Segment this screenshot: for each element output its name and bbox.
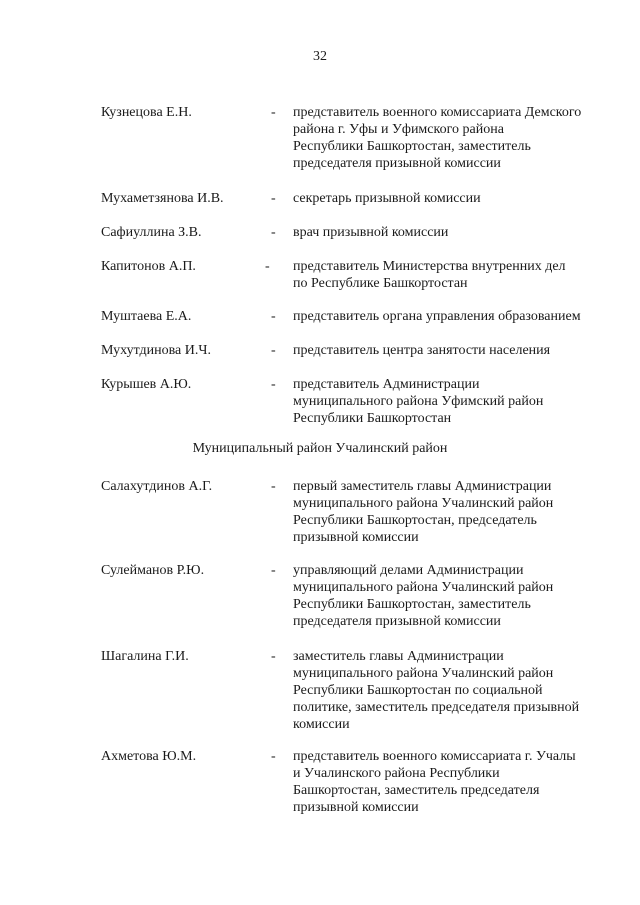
dash-separator: - — [271, 377, 276, 392]
dash-separator: - — [271, 105, 276, 120]
member-name: Капитонов А.П. — [101, 259, 196, 274]
member-role: первый заместитель главы Администрации муниципального района Учалинский район Республики Башкортостан, председатель призывной комиссии — [293, 479, 554, 545]
member-name: Ахметова Ю.М. — [101, 749, 197, 764]
member-role: представитель Министерства внутренних дел по Республике Башкортостан — [293, 259, 566, 291]
member-role: представитель военного комиссариата г. Учалы и Учалинского района Республики Башкортостан, заместитель председателя призывной комиссии — [293, 749, 576, 815]
dash-separator: - — [271, 343, 276, 358]
member-name: Шагалина Г.И. — [101, 649, 189, 664]
member-role: управляющий делами Администрации муниципального района Учалинский район Республики Башкортостан, заместитель председателя призывной комиссии — [293, 563, 554, 629]
member-role: представитель Администрации муниципального района Уфимский район Республики Башкортостан — [293, 377, 544, 426]
member-role: секретарь призывной комиссии — [293, 191, 481, 206]
dash-separator: - — [271, 479, 276, 494]
member-name: Мухаметзянова И.В. — [101, 191, 224, 206]
member-name: Кузнецова Е.Н. — [101, 105, 192, 120]
member-role: представитель центра занятости населения — [293, 343, 551, 358]
member-role: заместитель главы Администрации муниципального района Учалинский район Республики Башкортостан по социальной политике, заместитель председателя призывной комиссии — [293, 649, 580, 732]
member-name: Сафиуллина З.В. — [101, 225, 202, 240]
dash-separator: - — [271, 649, 276, 664]
member-role: представитель военного комиссариата Демского района г. Уфы и Уфимского района Республики Башкортостан, заместитель председателя призывной комиссии — [293, 105, 582, 171]
page-number: 32 — [313, 49, 327, 64]
dash-separator: - — [271, 749, 276, 764]
member-name: Мухутдинова И.Ч. — [101, 343, 211, 358]
section-title: Муниципальный район Учалинский район — [192, 441, 448, 456]
dash-separator: - — [265, 259, 270, 274]
member-name: Муштаева Е.А. — [101, 309, 192, 324]
dash-separator: - — [271, 191, 276, 206]
member-role: представитель органа управления образованием — [293, 309, 581, 324]
member-name: Салахутдинов А.Г. — [101, 479, 213, 494]
member-name: Курышев А.Ю. — [101, 377, 192, 392]
dash-separator: - — [271, 309, 276, 324]
dash-separator: - — [271, 563, 276, 578]
dash-separator: - — [271, 225, 276, 240]
member-role: врач призывной комиссии — [293, 225, 449, 240]
member-name: Сулейманов Р.Ю. — [101, 563, 205, 578]
